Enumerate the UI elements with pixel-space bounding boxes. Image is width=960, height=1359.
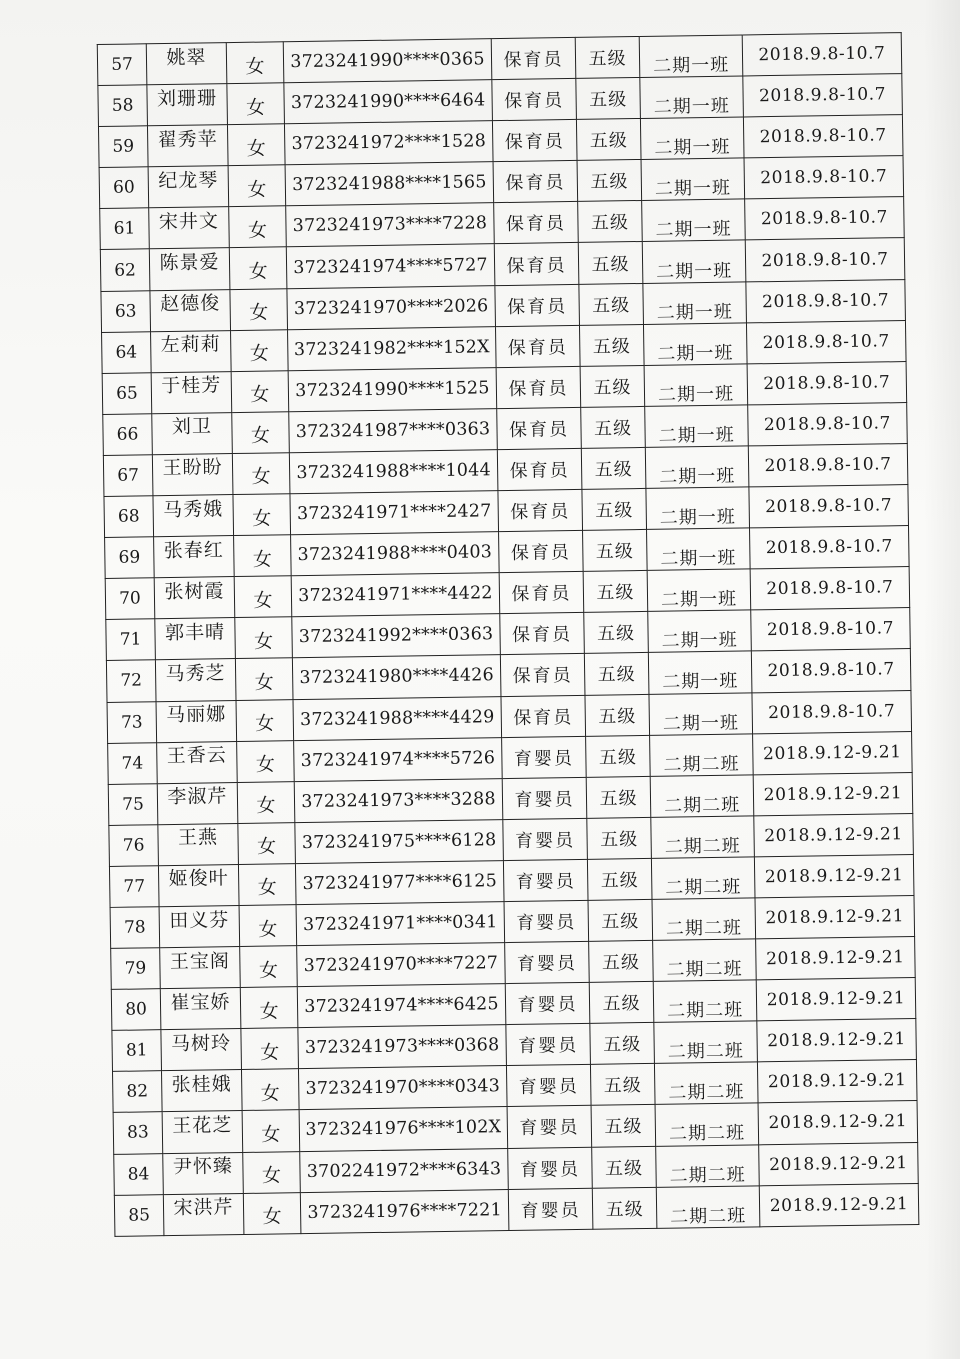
page-edge-shadow	[924, 0, 960, 1359]
class-name-cell: 二期二班	[651, 816, 755, 859]
skill-level-cell: 五级	[587, 858, 652, 900]
roster-body	[97, 33, 919, 1237]
training-dates-cell: 2018.9.8-10.7	[746, 320, 906, 363]
trainee-name-cell: 马秀娥	[153, 495, 234, 537]
id-number-cell: 3723241971****0341	[296, 902, 505, 946]
skill-level-cell: 五级	[592, 1146, 657, 1188]
occupation-cell: 保育员	[500, 613, 585, 655]
trainee-name-cell: 王燕	[158, 823, 239, 865]
id-number-cell: 3723241990****1525	[288, 367, 497, 411]
trainee-name-cell: 张春红	[154, 536, 235, 578]
skill-level-cell: 五级	[592, 1187, 657, 1229]
trainee-name-cell: 王香云	[157, 741, 238, 783]
class-name-cell: 二期一班	[646, 487, 750, 530]
gender-cell: 女	[243, 1151, 301, 1193]
class-name-cell: 二期二班	[654, 1062, 758, 1105]
skill-level-cell: 五级	[586, 776, 651, 818]
occupation-cell: 保育员	[501, 695, 586, 737]
row-number-cell: 76	[109, 824, 159, 866]
class-name-cell: 二期二班	[656, 1185, 760, 1228]
gender-cell: 女	[231, 329, 289, 371]
row-number-cell: 67	[103, 455, 153, 497]
row-number-cell: 83	[113, 1112, 163, 1154]
training-dates-cell: 2018.9.12-9.21	[754, 854, 914, 897]
row-number-cell: 58	[98, 85, 148, 127]
gender-cell: 女	[243, 1192, 301, 1234]
skill-level-cell: 五级	[579, 324, 644, 366]
row-number-cell: 63	[101, 290, 151, 332]
gender-cell: 女	[229, 206, 287, 248]
occupation-cell: 保育员	[499, 572, 584, 614]
gender-cell: 女	[232, 412, 290, 454]
class-name-cell: 二期一班	[648, 651, 752, 694]
trainee-name-cell: 宋井文	[149, 207, 230, 249]
gender-cell: 女	[242, 1110, 300, 1152]
class-name-cell: 二期一班	[644, 364, 748, 407]
training-dates-cell: 2018.9.8-10.7	[745, 238, 905, 281]
gender-cell: 女	[240, 946, 298, 988]
class-name-cell: 二期二班	[654, 1021, 758, 1064]
training-dates-cell: 2018.9.8-10.7	[746, 279, 906, 322]
skill-level-cell: 五级	[584, 612, 649, 654]
gender-cell: 女	[227, 83, 285, 125]
gender-cell: 女	[239, 905, 297, 947]
training-dates-cell: 2018.9.8-10.7	[748, 443, 908, 486]
gender-cell: 女	[235, 617, 293, 659]
occupation-cell: 保育员	[497, 407, 582, 449]
id-number-cell: 3723241990****6464	[284, 80, 493, 124]
class-name-cell: 二期二班	[653, 980, 757, 1023]
id-number-cell: 3723241988****4429	[293, 696, 502, 740]
class-name-cell: 二期二班	[653, 939, 757, 982]
row-number-cell: 84	[114, 1153, 164, 1195]
occupation-cell: 育婴员	[506, 1024, 591, 1066]
class-name-cell: 二期一班	[643, 323, 747, 366]
trainee-name-cell: 马树玲	[161, 1029, 242, 1071]
class-name-cell: 二期二班	[655, 1103, 759, 1146]
id-number-cell: 3723241990****0365	[283, 39, 492, 83]
id-number-cell: 3723241976****7221	[300, 1189, 509, 1233]
row-number-cell: 78	[110, 907, 160, 949]
row-number-cell: 66	[103, 414, 153, 456]
id-number-cell: 3723241976****102X	[299, 1107, 508, 1151]
trainee-name-cell: 崔宝娇	[160, 988, 241, 1030]
occupation-cell: 保育员	[491, 37, 576, 79]
gender-cell: 女	[240, 987, 298, 1029]
skill-level-cell: 五级	[591, 1105, 656, 1147]
skill-level-cell: 五级	[579, 283, 644, 325]
class-name-cell: 二期二班	[651, 857, 755, 900]
row-number-cell: 57	[97, 44, 147, 86]
id-number-cell: 3723241992****0363	[292, 614, 501, 658]
occupation-cell: 育婴员	[505, 982, 590, 1024]
id-number-cell: 3723241973****0368	[298, 1025, 507, 1069]
occupation-cell: 保育员	[496, 366, 581, 408]
training-dates-cell: 2018.9.12-9.21	[756, 978, 916, 1021]
occupation-cell: 保育员	[495, 284, 580, 326]
occupation-cell: 育婴员	[504, 900, 589, 942]
training-dates-cell: 2018.9.8-10.7	[745, 197, 905, 240]
row-number-cell: 64	[102, 331, 152, 373]
occupation-cell: 保育员	[494, 243, 579, 285]
trainee-name-cell: 左莉莉	[151, 330, 232, 372]
training-dates-cell: 2018.9.8-10.7	[747, 361, 907, 404]
id-number-cell: 3723241988****1565	[285, 162, 494, 206]
class-name-cell: 二期一班	[640, 76, 744, 119]
gender-cell: 女	[232, 453, 290, 495]
id-number-cell: 3723241975****6128	[295, 819, 504, 863]
occupation-cell: 保育员	[500, 654, 585, 696]
trainee-name-cell: 王花芝	[162, 1111, 243, 1153]
occupation-cell: 保育员	[497, 448, 582, 490]
id-number-cell: 3723241988****1044	[289, 450, 498, 494]
occupation-cell: 育婴员	[506, 1065, 591, 1107]
trainee-name-cell: 姬俊叶	[158, 864, 239, 906]
training-dates-cell: 2018.9.12-9.21	[757, 1060, 917, 1103]
trainee-name-cell: 刘珊珊	[147, 84, 228, 126]
id-number-cell: 3723241988****0403	[291, 532, 500, 576]
gender-cell: 女	[233, 494, 291, 536]
training-dates-cell: 2018.9.8-10.7	[752, 690, 912, 733]
occupation-cell: 保育员	[492, 120, 577, 162]
id-number-cell: 3723241974****5727	[286, 244, 495, 288]
occupation-cell: 育婴员	[505, 941, 590, 983]
gender-cell: 女	[228, 165, 286, 207]
training-dates-cell: 2018.9.12-9.21	[753, 772, 913, 815]
trainee-name-cell: 张桂娥	[162, 1070, 243, 1112]
skill-level-cell: 五级	[578, 242, 643, 284]
training-dates-cell: 2018.9.12-9.21	[755, 895, 915, 938]
row-number-cell: 60	[99, 167, 149, 209]
occupation-cell: 保育员	[494, 202, 579, 244]
training-dates-cell: 2018.9.12-9.21	[758, 1101, 918, 1144]
skill-level-cell: 五级	[585, 694, 650, 736]
skill-level-cell: 五级	[576, 78, 641, 120]
training-dates-cell: 2018.9.8-10.7	[749, 485, 909, 528]
trainee-name-cell: 马秀芝	[155, 659, 236, 701]
row-number-cell: 79	[111, 948, 161, 990]
class-name-cell: 二期一班	[648, 610, 752, 653]
id-number-cell: 3723241987****0363	[289, 408, 498, 452]
class-name-cell: 二期一班	[640, 117, 744, 160]
training-dates-cell: 2018.9.12-9.21	[753, 731, 913, 774]
id-number-cell: 3723241971****2427	[290, 491, 499, 535]
occupation-cell: 育婴员	[503, 818, 588, 860]
gender-cell: 女	[226, 42, 284, 84]
row-number-cell: 85	[114, 1194, 164, 1236]
trainee-name-cell: 翟秀苹	[147, 125, 228, 167]
class-name-cell: 二期一班	[647, 569, 751, 612]
trainee-name-cell: 王盼盼	[152, 454, 233, 496]
trainee-name-cell: 尹怀臻	[163, 1152, 244, 1194]
class-name-cell: 二期一班	[649, 692, 753, 735]
id-number-cell: 3723241974****6425	[297, 984, 506, 1028]
training-dates-cell: 2018.9.12-9.21	[757, 1019, 917, 1062]
id-number-cell: 3723241970****2026	[287, 285, 496, 329]
gender-cell: 女	[229, 247, 287, 289]
training-dates-cell: 2018.9.8-10.7	[751, 608, 911, 651]
occupation-cell: 育婴员	[503, 859, 588, 901]
gender-cell: 女	[238, 822, 296, 864]
class-name-cell: 二期二班	[650, 775, 754, 818]
class-name-cell: 二期一班	[643, 281, 747, 324]
row-number-cell: 75	[108, 783, 158, 825]
skill-level-cell: 五级	[575, 36, 640, 78]
gender-cell: 女	[227, 124, 285, 166]
skill-level-cell: 五级	[578, 201, 643, 243]
trainee-name-cell: 马丽娜	[156, 700, 237, 742]
gender-cell: 女	[236, 699, 294, 741]
row-number-cell: 72	[106, 660, 156, 702]
class-name-cell: 二期一班	[645, 405, 749, 448]
training-dates-cell: 2018.9.8-10.7	[742, 33, 902, 76]
skill-level-cell: 五级	[583, 530, 648, 572]
gender-cell: 女	[230, 288, 288, 330]
row-number-cell: 68	[104, 496, 154, 538]
row-number-cell: 61	[100, 208, 150, 250]
occupation-cell: 保育员	[498, 489, 583, 531]
id-number-cell: 3723241970****7227	[297, 943, 506, 987]
occupation-cell: 育婴员	[502, 736, 587, 778]
skill-level-cell: 五级	[589, 982, 654, 1024]
row-number-cell: 82	[113, 1071, 163, 1113]
training-dates-cell: 2018.9.12-9.21	[756, 937, 916, 980]
class-name-cell: 二期一班	[642, 199, 746, 242]
trainee-name-cell: 宋洪芹	[163, 1193, 244, 1235]
trainee-name-cell: 王宝阁	[160, 947, 241, 989]
id-number-cell: 3723241977****6125	[295, 860, 504, 904]
occupation-cell: 育婴员	[508, 1147, 593, 1189]
occupation-cell: 育婴员	[502, 777, 587, 819]
occupation-cell: 保育员	[495, 325, 580, 367]
id-number-cell: 3723241974****5726	[294, 737, 503, 781]
id-number-cell: 3723241971****4422	[291, 573, 500, 617]
trainee-name-cell: 陈景爱	[149, 248, 230, 290]
occupation-cell: 育婴员	[508, 1188, 593, 1230]
skill-level-cell: 五级	[581, 447, 646, 489]
row-number-cell: 59	[98, 126, 148, 168]
row-number-cell: 62	[100, 249, 150, 291]
row-number-cell: 70	[105, 578, 155, 620]
roster-table-wrap	[97, 32, 919, 1296]
trainee-name-cell: 田义芬	[159, 905, 240, 947]
skill-level-cell: 五级	[581, 406, 646, 448]
skill-level-cell: 五级	[584, 653, 649, 695]
id-number-cell: 3723241982****152X	[288, 326, 497, 370]
gender-cell: 女	[234, 535, 292, 577]
gender-cell: 女	[241, 1028, 299, 1070]
trainee-name-cell: 姚翠	[146, 43, 227, 85]
id-number-cell: 3723241970****0343	[298, 1066, 507, 1110]
training-dates-cell: 2018.9.8-10.7	[743, 115, 903, 158]
training-dates-cell: 2018.9.12-9.21	[759, 1142, 919, 1185]
class-name-cell: 二期二班	[650, 733, 754, 776]
training-dates-cell: 2018.9.12-9.21	[759, 1183, 919, 1226]
gender-cell: 女	[241, 1069, 299, 1111]
gender-cell: 女	[234, 576, 292, 618]
skill-level-cell: 五级	[588, 899, 653, 941]
training-dates-cell: 2018.9.8-10.7	[744, 156, 904, 199]
id-number-cell: 3723241973****7228	[286, 203, 495, 247]
row-number-cell: 73	[107, 701, 157, 743]
row-number-cell: 69	[105, 537, 155, 579]
trainee-name-cell: 于桂芳	[151, 371, 232, 413]
gender-cell: 女	[231, 370, 289, 412]
class-name-cell: 二期一班	[647, 528, 751, 571]
skill-level-cell: 五级	[577, 160, 642, 202]
skill-level-cell: 五级	[583, 571, 648, 613]
skill-level-cell: 五级	[589, 940, 654, 982]
occupation-cell: 保育员	[493, 161, 578, 203]
skill-level-cell: 五级	[576, 119, 641, 161]
class-name-cell: 二期一班	[645, 446, 749, 489]
class-name-cell: 二期二班	[652, 898, 756, 941]
class-name-cell: 二期一班	[641, 158, 745, 201]
class-name-cell: 二期二班	[656, 1144, 760, 1187]
training-dates-cell: 2018.9.8-10.7	[751, 649, 911, 692]
training-dates-cell: 2018.9.8-10.7	[750, 526, 910, 569]
row-number-cell: 80	[111, 989, 161, 1031]
skill-level-cell: 五级	[580, 365, 645, 407]
trainee-roster-table	[97, 32, 920, 1237]
gender-cell: 女	[235, 658, 293, 700]
training-dates-cell: 2018.9.12-9.21	[754, 813, 914, 856]
row-number-cell: 81	[112, 1030, 162, 1072]
class-name-cell: 二期一班	[642, 240, 746, 283]
trainee-name-cell: 赵德俊	[150, 289, 231, 331]
training-dates-cell: 2018.9.8-10.7	[748, 402, 908, 445]
trainee-name-cell: 刘卫	[152, 412, 233, 454]
trainee-name-cell: 郭丰晴	[155, 618, 236, 660]
row-number-cell: 65	[102, 373, 152, 415]
trainee-name-cell: 张树霞	[154, 577, 235, 619]
id-number-cell: 3723241972****1528	[284, 121, 493, 165]
occupation-cell: 保育员	[492, 79, 577, 121]
gender-cell: 女	[237, 781, 295, 823]
skill-level-cell: 五级	[586, 735, 651, 777]
skill-level-cell: 五级	[590, 1023, 655, 1065]
row-number-cell: 74	[108, 742, 158, 784]
trainee-name-cell: 纪龙琴	[148, 166, 229, 208]
skill-level-cell: 五级	[587, 817, 652, 859]
training-dates-cell: 2018.9.8-10.7	[750, 567, 910, 610]
id-number-cell: 3723241973****3288	[294, 778, 503, 822]
class-name-cell: 二期一班	[639, 35, 743, 78]
id-number-cell: 3723241980****4426	[292, 655, 501, 699]
gender-cell: 女	[237, 740, 295, 782]
skill-level-cell: 五级	[582, 488, 647, 530]
occupation-cell: 育婴员	[507, 1106, 592, 1148]
trainee-name-cell: 李淑芹	[157, 782, 238, 824]
row-number-cell: 71	[106, 619, 156, 661]
training-dates-cell: 2018.9.8-10.7	[743, 74, 903, 117]
row-number-cell: 77	[109, 866, 159, 908]
gender-cell: 女	[238, 864, 296, 906]
id-number-cell: 3702241972****6343	[300, 1148, 509, 1192]
skill-level-cell: 五级	[590, 1064, 655, 1106]
occupation-cell: 保育员	[499, 531, 584, 573]
